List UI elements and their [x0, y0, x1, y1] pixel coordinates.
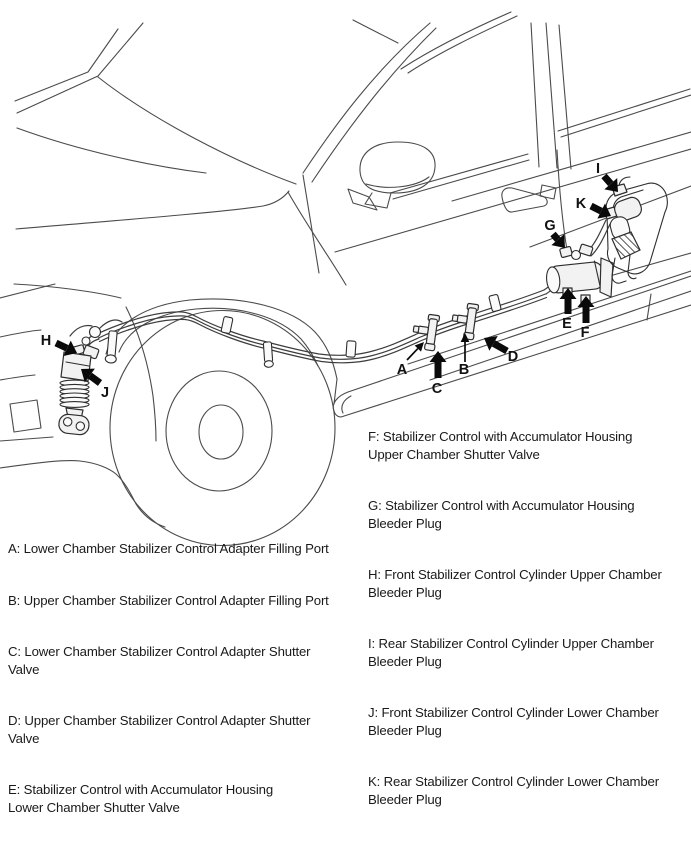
roof-drip-rail — [401, 12, 511, 69]
fog-lamp — [10, 400, 41, 432]
legend-text-line: F: Stabilizer Control with Accumulator Housing — [368, 429, 633, 444]
callout-arrow-shaft — [90, 376, 100, 383]
tire-outer — [110, 311, 335, 546]
legend-text-line: I: Rear Stabilizer Control Cylinder Upper Chamber — [368, 636, 654, 651]
callout-arrow-shaft — [56, 343, 67, 348]
legend-text-line: Bleeder Plug — [368, 653, 442, 669]
rear-stabilizer-cylinder — [604, 177, 667, 283]
callout-arrow-head — [578, 296, 595, 307]
legend-text-line: B: Upper Chamber Stabilizer Control Adapter Filling Port — [8, 592, 329, 608]
callout-letter-B: B — [458, 362, 470, 378]
accumulator-fitting-2 — [579, 244, 593, 256]
callout-F — [578, 296, 595, 341]
b-pillar-2 — [546, 23, 557, 168]
wheel-hub — [199, 405, 243, 459]
legend-item-J — [368, 704, 690, 739]
legend-text-line: D: Upper Chamber Stabilizer Control Adapter Shutter — [8, 713, 311, 728]
legend-text-line: A: Lower Chamber Stabilizer Control Adapter Filling Port — [8, 541, 329, 556]
roof-drip-rail-2 — [408, 16, 517, 73]
callout-letter-C: C — [431, 381, 443, 397]
running-board-seam — [647, 294, 651, 320]
callout-letter-K: K — [575, 196, 587, 212]
a-pillar-outer — [303, 23, 430, 173]
legend-column-right — [368, 428, 690, 842]
callout-G — [544, 218, 565, 248]
adapter-valve-upper-chamber — [450, 302, 479, 340]
cowl-line — [17, 128, 206, 173]
legend-column-left — [8, 540, 354, 850]
legend-item-H — [368, 566, 690, 601]
rear-belt-line — [558, 89, 690, 131]
callout-letter-J: J — [100, 385, 110, 401]
fender-front-edge — [126, 307, 156, 441]
bumper-line — [0, 437, 53, 441]
legend-text-line: G: Stabilizer Control with Accumulator Housing — [368, 498, 635, 513]
callout-C — [430, 351, 447, 397]
side-mirror-inner-line — [366, 177, 429, 187]
a-pillar-inner — [312, 28, 436, 182]
fascia-line-2 — [0, 330, 41, 337]
wheel-arch-lip — [119, 308, 318, 366]
callout-H — [41, 333, 77, 356]
hydraulic-tubing — [70, 220, 610, 368]
windshield-base — [98, 77, 296, 184]
fender-door-seam — [288, 192, 346, 285]
callout-letter-H: H — [40, 333, 52, 349]
callout-arrow-shaft — [407, 349, 418, 360]
legend-item-D — [8, 712, 354, 747]
stabilizer-accumulator-housing — [545, 244, 613, 303]
callout-K — [576, 196, 611, 219]
adapter-valve-lower-chamber — [411, 313, 440, 351]
tube-front-loop-2 — [100, 320, 122, 328]
callout-letter-G: G — [544, 218, 556, 234]
tube-clamp-2 — [346, 341, 356, 358]
legend-text-line: C: Lower Chamber Stabilizer Control Adapter Shutter — [8, 644, 311, 659]
stabilizer-link-front — [105, 331, 119, 364]
front-belt-line — [390, 154, 528, 193]
legend-text-line: Bleeder Plug — [368, 515, 442, 531]
callout-letter-F: F — [580, 325, 590, 341]
roof-join-line — [353, 20, 398, 43]
legend-text-line: Lower Chamber Shutter Valve — [8, 799, 180, 815]
legend-item-A — [8, 540, 354, 558]
callout-letter-I: I — [595, 161, 601, 177]
legend-item-B — [8, 592, 354, 610]
accumulator-bleeder-plug — [560, 246, 573, 258]
legend-text-line: Valve — [8, 661, 40, 677]
cylinder-clevis — [58, 413, 90, 435]
legend-text-line: H: Front Stabilizer Control Cylinder Upper Chamber — [368, 567, 662, 582]
tire-sidewall — [166, 371, 272, 491]
legend-text-line: Valve — [8, 730, 40, 746]
b-pillar-3 — [559, 25, 571, 169]
legend-text-line: K: Rear Stabilizer Control Cylinder Lower Chamber — [368, 774, 659, 789]
banjo-fitting — [90, 327, 101, 338]
legend-item-G — [368, 497, 690, 532]
legend-item-K — [368, 773, 690, 808]
fascia-line-1 — [0, 284, 55, 298]
legend-item-I — [368, 635, 690, 670]
front-door-seam — [303, 175, 319, 273]
tube-clamp-3 — [489, 294, 502, 312]
legend-item-F — [368, 428, 690, 463]
callout-letter-E: E — [562, 316, 572, 332]
mirror-stalk — [365, 193, 391, 208]
cylinder-bellows — [60, 380, 89, 407]
callout-arrow-shaft — [553, 234, 558, 240]
hood-edge — [16, 191, 289, 229]
roof-left-edge-2 — [17, 23, 143, 113]
callout-letter-A: A — [396, 362, 408, 378]
legend-item-E — [8, 781, 354, 816]
legend-text-line: Bleeder Plug — [368, 584, 442, 600]
callout-letter-D: D — [507, 349, 519, 365]
body-character-line — [452, 132, 691, 201]
legend-item-C — [8, 643, 354, 678]
legend-text-line: Bleeder Plug — [368, 722, 442, 738]
legend-text-line: Upper Chamber Shutter Valve — [368, 446, 540, 462]
rear-belt-line-2 — [561, 95, 691, 137]
legend-text-line: Bleeder Plug — [368, 791, 442, 807]
callout-arrow-shaft — [591, 206, 601, 211]
tube-front-loop — [70, 325, 92, 336]
bumper-bottom — [0, 461, 165, 527]
legend-text-line: J: Front Stabilizer Control Cylinder Lower Chamber — [368, 705, 659, 720]
banjo-fitting-2 — [82, 337, 90, 345]
front-belt-line-2 — [393, 160, 529, 199]
stabilizer-link-mid — [263, 342, 274, 368]
fascia-line-3 — [0, 375, 35, 380]
callout-B — [459, 333, 470, 378]
fender-top-line — [14, 284, 121, 298]
running-board-endcap-inner — [342, 396, 351, 413]
b-pillar-1 — [531, 23, 539, 167]
callout-I — [596, 161, 618, 192]
legend-text-line: E: Stabilizer Control with Accumulator Housing — [8, 782, 274, 797]
mirror-sail — [348, 189, 377, 210]
callout-arrow-shaft — [604, 176, 611, 184]
callout-arrow-shaft — [494, 343, 507, 351]
